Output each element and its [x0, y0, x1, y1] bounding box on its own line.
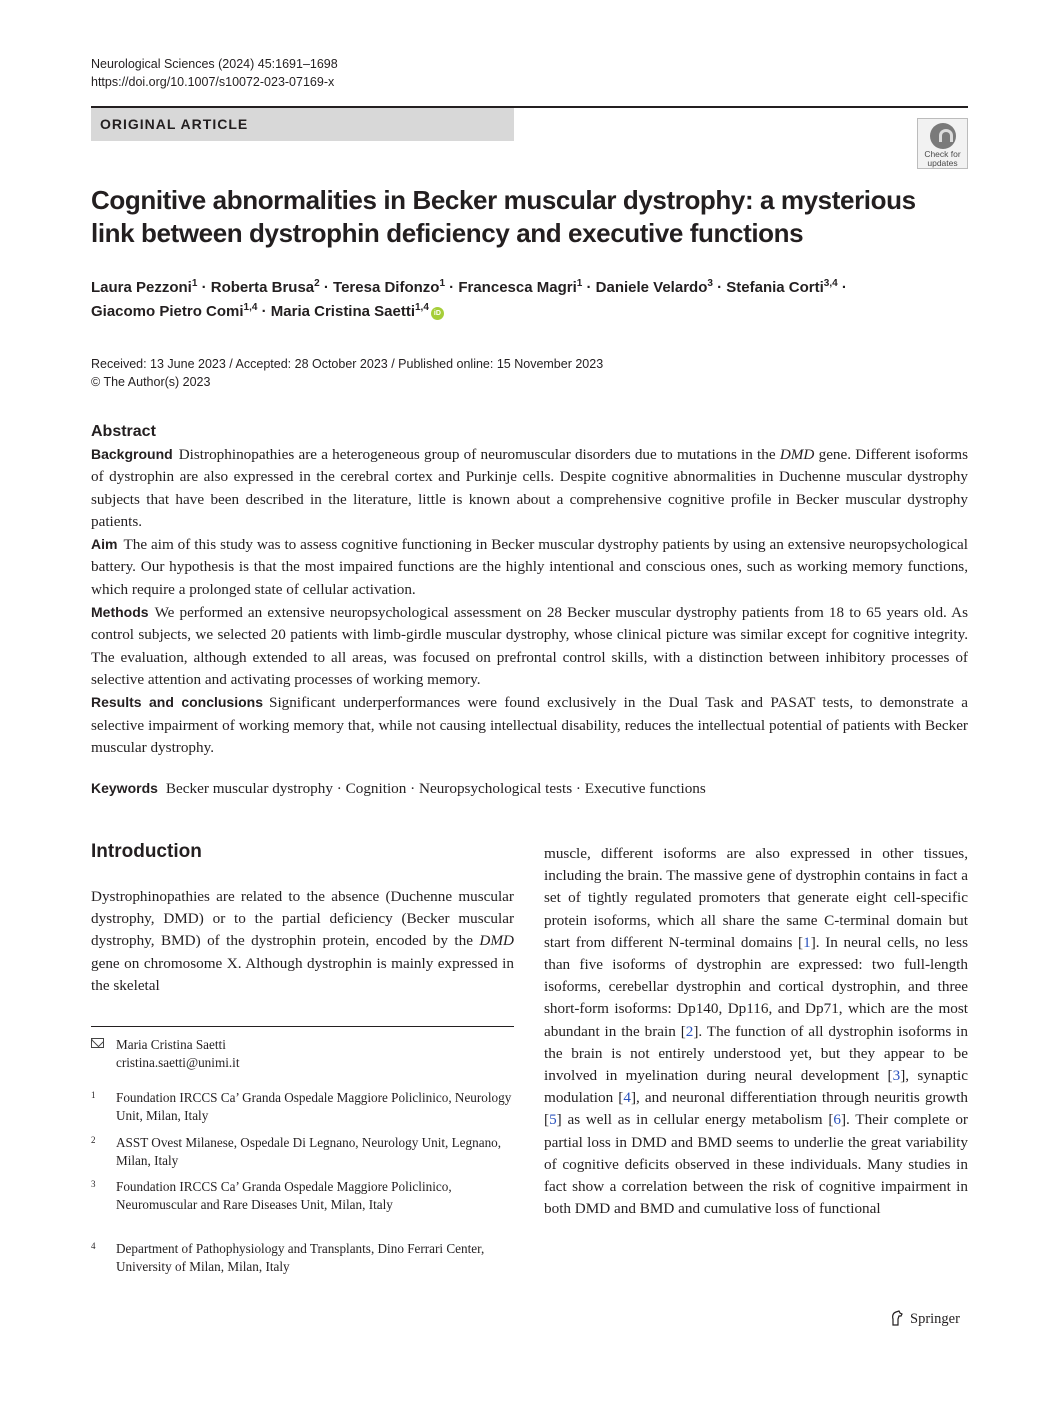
doi-link[interactable]: https://doi.org/10.1007/s10072-023-07169-x: [91, 75, 335, 89]
check-updates-line1: Check for: [924, 149, 961, 159]
citation-link[interactable]: 2: [685, 1022, 694, 1040]
article-type-banner: ORIGINAL ARTICLE: [91, 108, 514, 141]
author-affiliation: 1: [191, 278, 198, 289]
author-list: [91, 276, 968, 324]
affiliation-text: ASST Ovest Milanese, Ospedale Di Legnano, Neurology Unit, Legnano, Milan, Italy: [116, 1135, 502, 1168]
results-label: Results and conclusions: [91, 694, 263, 711]
publisher-logo: [890, 1309, 960, 1329]
title-line-2: link between dystrophin deficiency and executive functions: [91, 218, 804, 248]
intro-right-text: ], and neuronal differentiation through neuritis growth [: [544, 1089, 968, 1129]
background-text-a: Distrophinopathies are a heterogeneous group of neuromuscular disorders due to mutations in the: [178, 446, 780, 463]
affiliation-number: 4: [91, 1241, 96, 1251]
keywords-text: Becker muscular dystrophy · Cognition · Neuropsychological tests · Executive functions: [165, 780, 706, 797]
methods-label: Methods: [91, 604, 149, 621]
affiliation-3: [91, 1178, 514, 1214]
article-title: [91, 184, 951, 250]
publication-dates: [91, 355, 603, 391]
authors-line-1: Laura Pezzoni$^1$ · Roberta Brusa$^2$ · Teresa Difonzo$^1$ · Francesca Magri$^1$ · Daniele Velardo$^3$ · Stefania Corti$^{3,4}$ ·: [91, 278, 847, 296]
copyright: © The Author(s) 2023: [91, 375, 211, 389]
history-dates: Received: 13 June 2023 / Accepted: 28 October 2023 / Published online: 15 November 2023: [91, 357, 604, 371]
springer-horse-icon: [890, 1310, 904, 1326]
title-line-1: Cognitive abnormalities in Becker muscular dystrophy: a mysterious: [91, 185, 916, 215]
abstract-heading: Abstract: [91, 423, 156, 440]
affiliation-number: 2: [91, 1135, 96, 1145]
gene-name: DMD: [779, 446, 815, 463]
abstract-methods: [91, 601, 968, 691]
crossmark-icon: [930, 123, 956, 149]
aim-label: Aim: [91, 536, 118, 553]
journal-citation: Neurological Sciences (2024) 45:1691–1698: [91, 57, 338, 71]
abstract-aim: [91, 533, 968, 601]
intro-right-text: ]. Their complete or partial loss in DMD and BMD seems to underlie the great variability of cognitive deficits observed in these individuals. Many studies in fact show a correlation between the risk of cognitive impairment in both DMD and BMD and cumulative loss of functional: [544, 1111, 968, 1218]
author-affiliation: 3: [707, 278, 713, 289]
gene-name: DMD: [479, 932, 514, 950]
intro-text-b: gene on chromosome X. Although dystrophin is mainly expressed in the skeletal: [91, 954, 514, 994]
affiliation-4: [91, 1240, 514, 1276]
citation-link[interactable]: 3: [892, 1067, 901, 1085]
introduction-left-column: [91, 886, 514, 997]
corresponding-name: Maria Cristina Saetti: [116, 1037, 226, 1052]
author-affiliation: 1: [439, 278, 445, 289]
results-text: Significant underperformances were found exclusively in the Dual Task and PASAT tests, to demonstrate a selective impairment of working memory that, while not causing intellectual disability, reduces the intellectual potential of patients with Becker muscular dystrophy.: [91, 694, 968, 756]
abstract-results: [91, 691, 968, 759]
citation-link[interactable]: 1: [803, 933, 811, 951]
intro-right-text: muscle, different isoforms are also expressed in other tissues, including the brain. The massive gene of dystrophin contains in fact a set of tightly regulated promoters that generate eight cell-specific protein isoforms, which all share the same C-terminal domain but start from different N-terminal domains [: [544, 845, 968, 951]
intro-right-text: ], synaptic modulation [: [544, 1067, 968, 1107]
author-affiliation: 3,4: [823, 278, 838, 289]
affiliation-text: Foundation IRCCS Ca’ Granda Ospedale Maggiore Policlinico, Neuromuscular and Rare Diseases Unit, Milan, Italy: [116, 1179, 452, 1212]
author-affiliation: 1,4: [415, 302, 429, 313]
check-updates-line2: updates: [927, 158, 958, 168]
citation-link[interactable]: 4: [623, 1089, 631, 1107]
footnote-rule: [91, 1026, 514, 1027]
affiliation-2: [91, 1134, 514, 1170]
methods-text: We performed an extensive neuropsychological assessment on 28 Becker muscular dystrophy patients from 18 to 65 years old. As control subjects, we selected 20 patients with limb-girdle muscular dystrophy, whose clinical picture was similar except for cognitive integrity. The evaluation, although extended to all areas, was focused on prefrontal control skills, with a distinction between inhibitory processes of selective attention and activating processes of working memory.: [91, 604, 968, 688]
affiliation-number: 3: [91, 1179, 96, 1189]
corresponding-author: [91, 1036, 514, 1072]
author-name[interactable]: Stefania Corti: [726, 279, 824, 296]
abstract-background: [91, 443, 968, 533]
author-name[interactable]: Roberta Brusa: [210, 279, 315, 296]
corresponding-email[interactable]: cristina.saetti@unimi.it: [116, 1055, 240, 1070]
keywords: [91, 777, 968, 800]
author-name[interactable]: Laura Pezzoni: [91, 279, 192, 296]
affiliation-number: 1: [91, 1090, 96, 1100]
author-name[interactable]: Teresa Difonzo: [333, 279, 440, 296]
background-label: Background: [91, 446, 173, 462]
author-affiliation: 2: [314, 278, 320, 289]
check-for-updates-button[interactable]: [917, 118, 968, 169]
citation-link[interactable]: 5: [549, 1111, 557, 1129]
author-name[interactable]: Francesca Magri: [458, 279, 577, 296]
intro-right-text: ]. In neural cells, no less than five isoforms of dystrophin are expressed: two full-length isoforms, cerebellar dystrophin and cortical dystrophin, and three short-form isoforms: Dp140, Dp116, and Dp71, which are the most abundant in the brain [: [544, 933, 968, 1040]
intro-right-text: ]. The function of all dystrophin isoforms in the brain is not entirely understood yet, but they appear to be involved in myelination during neural development [: [544, 1022, 968, 1085]
intro-right-text: ] as well as in cellular energy metabolism [: [556, 1111, 834, 1129]
background-text-b: gene. Different isoforms of dystrophin are also expressed in the cerebral cortex and Purkinje cells. Despite cognitive abnormalities in Duchenne muscular dystrophy subjects that have been described in the literature, little is known about a comprehensive cognitive profile in Becker muscular dystrophy patients.: [91, 446, 968, 530]
aim-text: The aim of this study was to assess cognitive functioning in Becker muscular dystrophy patients by using an extensive neuropsychological battery. Our hypothesis is that the most impaired functions are the highly intentional and conscious ones, such as working memory functions, which require a prolonged state of cellular activation.: [91, 536, 968, 598]
abstract-section: [91, 422, 968, 759]
introduction-right-column: [544, 843, 968, 1220]
affiliation-text: Department of Pathophysiology and Transplants, Dino Ferrari Center, University of Milan, Milan, Italy: [116, 1241, 485, 1274]
publisher-name: Springer: [910, 1311, 960, 1327]
envelope-icon: [91, 1038, 104, 1048]
author-name[interactable]: Daniele Velardo: [595, 279, 708, 296]
introduction-heading: Introduction: [91, 841, 202, 862]
intro-text-a: Dystrophinopathies are related to the absence (Duchenne muscular dystrophy, DMD) or to the partial deficiency (Becker muscular dystrophy, BMD) of the dystrophin protein, encoded by the: [91, 888, 514, 950]
authors-line-2: Giacomo Pietro Comi$^{1,4}$ · Maria Cristina Saetti$^{1,4}$iD: [91, 300, 968, 324]
author-name[interactable]: Giacomo Pietro Comi: [91, 303, 244, 320]
author-affiliation: 1: [576, 278, 583, 289]
orcid-icon[interactable]: iD: [431, 307, 444, 320]
journal-meta: [91, 55, 338, 91]
citation-link[interactable]: 6: [833, 1111, 841, 1129]
author-name[interactable]: Maria Cristina Saetti: [270, 303, 415, 320]
keywords-label: Keywords: [91, 780, 158, 796]
author-affiliation: 1,4: [243, 302, 258, 313]
affiliation-1: [91, 1089, 514, 1125]
affiliation-text: Foundation IRCCS Ca’ Granda Ospedale Maggiore Policlinico, Neurology Unit, Milan, Italy: [116, 1090, 512, 1123]
